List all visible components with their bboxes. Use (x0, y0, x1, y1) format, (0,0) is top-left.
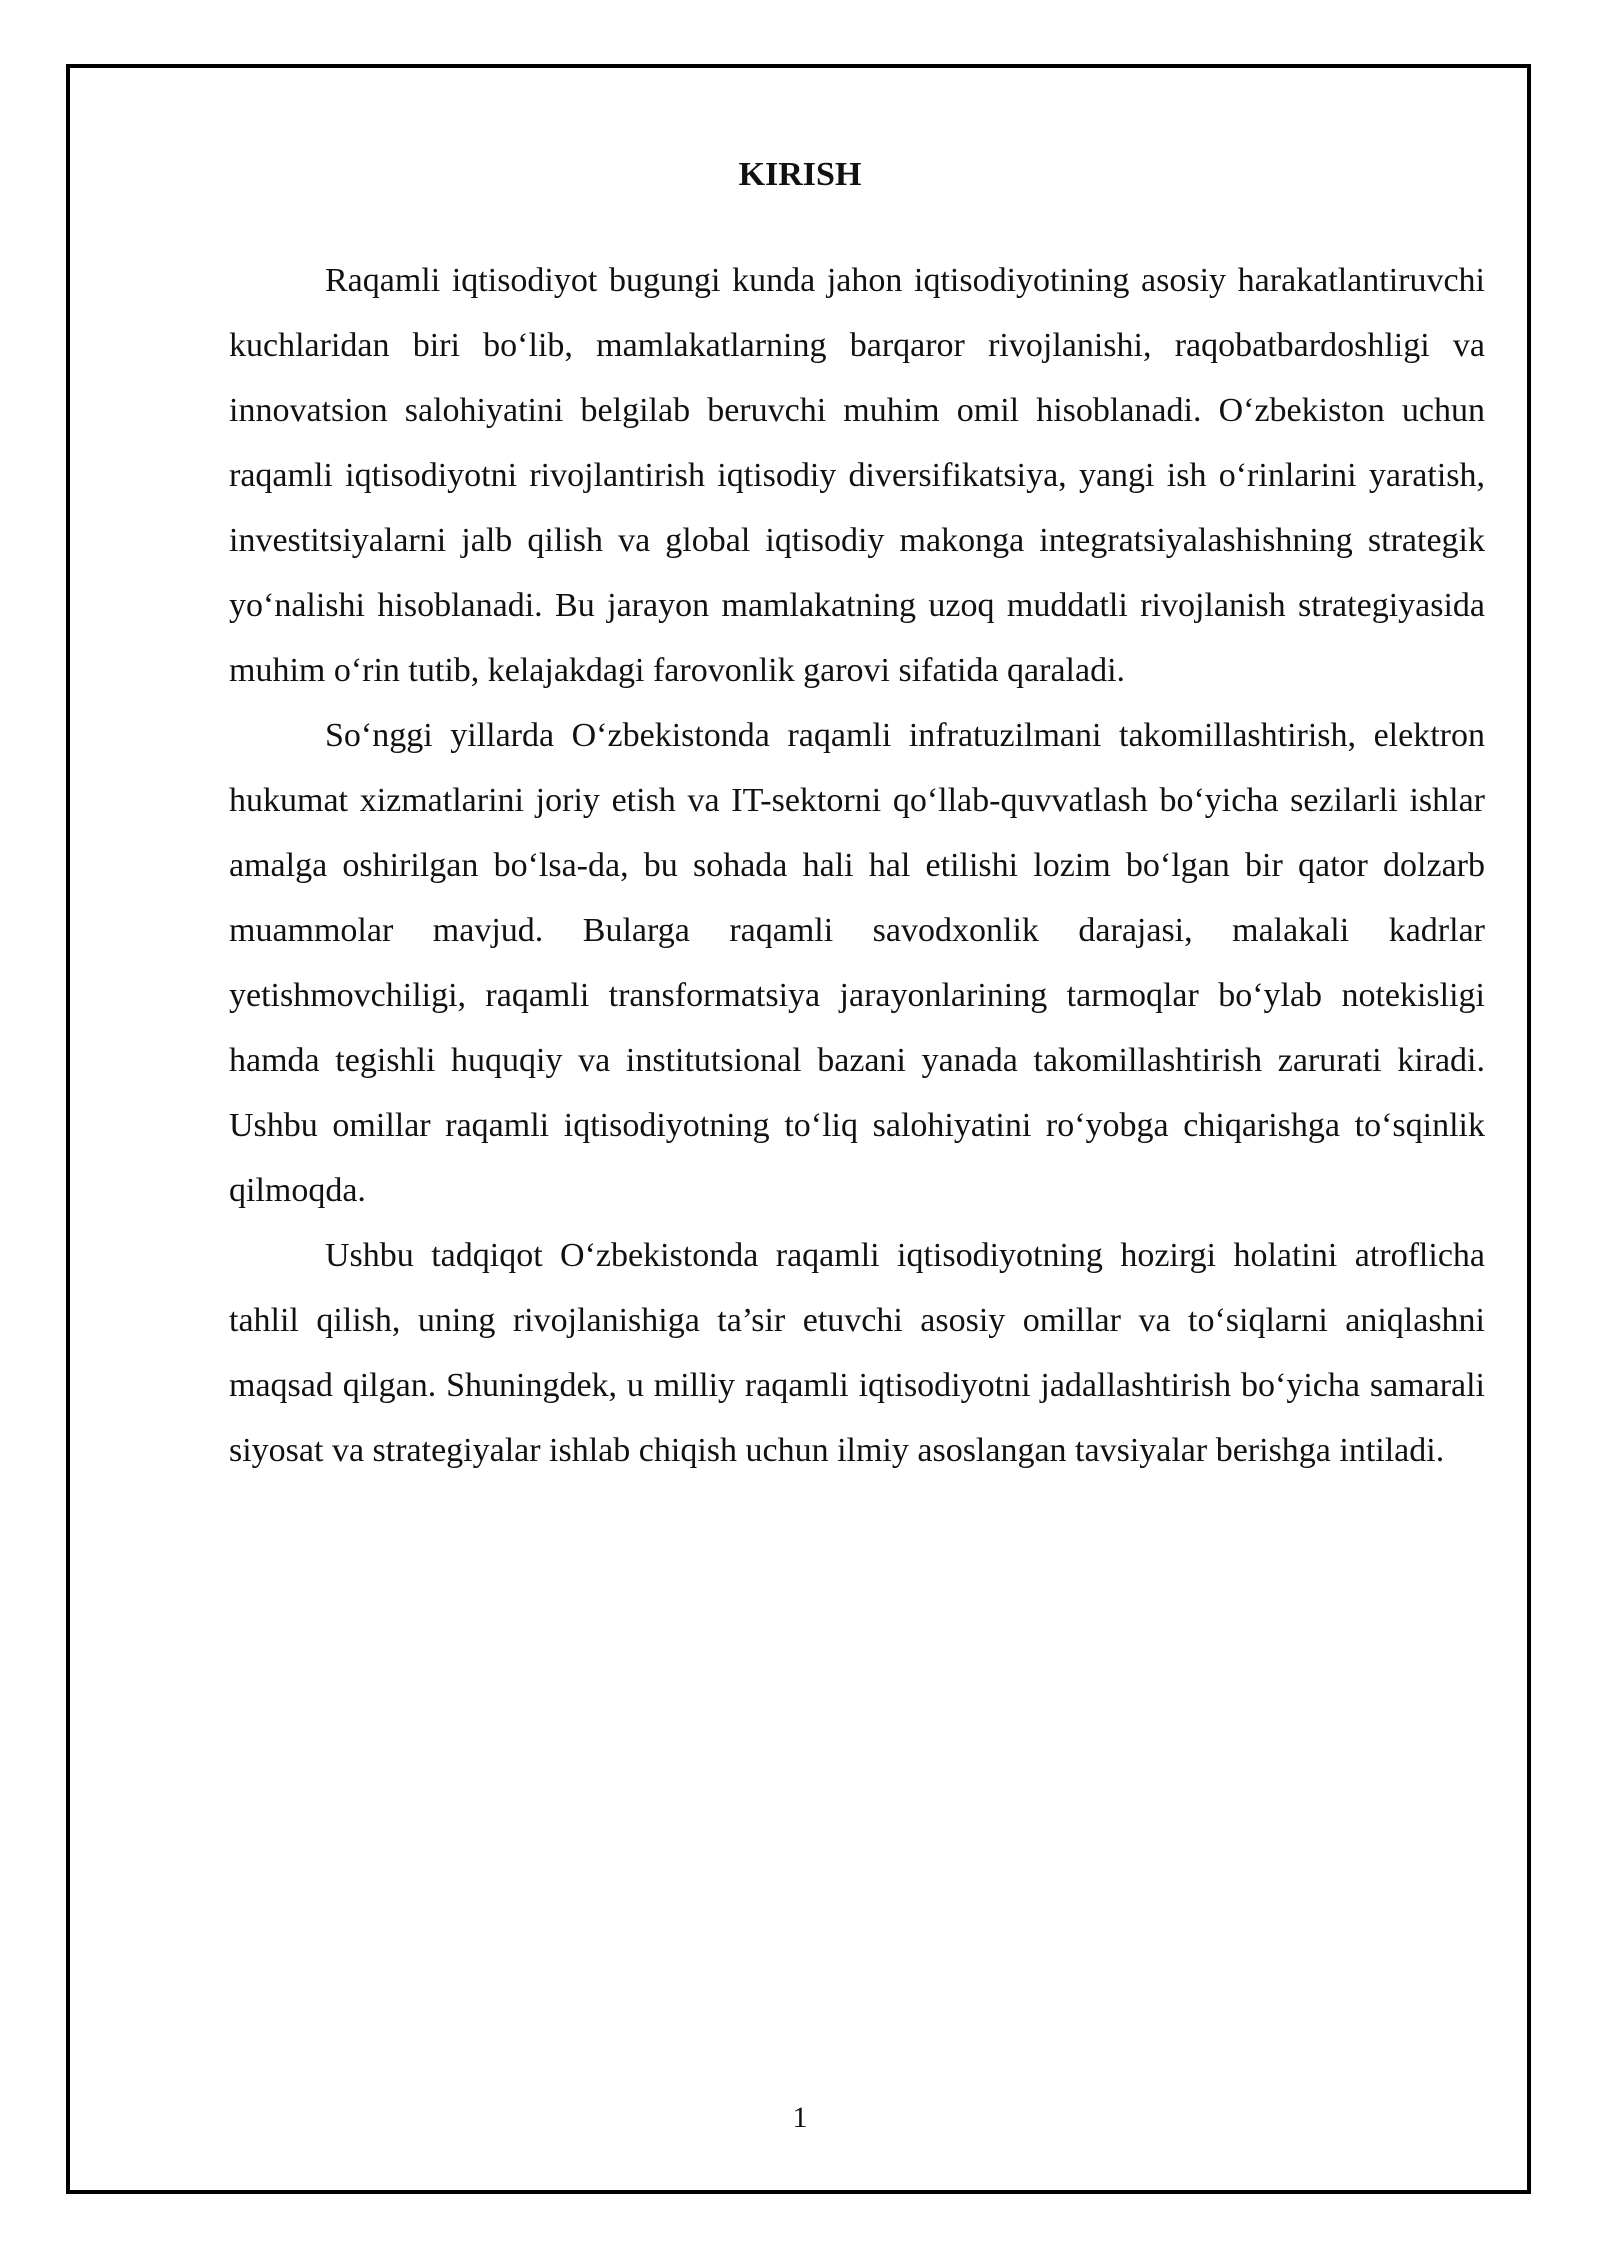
paragraph-1: Raqamli iqtisodiyot bugungi kunda jahon iqtisodiyotining asosiy harakatlantiruvchi kuchlaridan biri bo‘lib, mamlakatlarning barqaror rivojlanishi, raqobatbardoshligi va innovatsion salohiyatini belgilab beruvchi muhim omil hisoblanadi. O‘zbekiston uchun raqamli iqtisodiyotni rivojlantirish iqtisodiy diversifikatsiya, yangi ish o‘rinlarini yaratish, investitsiyalarni jalb qilish va global iqtisodiy makonga integratsiyalashishning strategik yo‘nalishi hisoblanadi. Bu jarayon mamlakatning uzoq muddatli rivojlanish strategiyasida muhim o‘rin tutib, kelajakdagi farovonlik garovi sifatida qaraladi. (229, 262, 1485, 689)
page-title: KIRISH (738, 156, 862, 193)
paragraph-3: Ushbu tadqiqot O‘zbekistonda raqamli iqtisodiyotning hozirgi holatini atroflicha tahlil qilish, uning rivojlanishiga ta’sir etuvchi asosiy omillar va to‘siqlarni aniqlashni maqsad qilgan. Shuningdek, u milliy raqamli iqtisodiyotni jadallashtirish bo‘yicha samarali siyosat va strategiyalar ishlab chiqish uchun ilmiy asoslangan tavsiyalar berishga intiladi. (229, 1237, 1485, 1469)
paragraph-2: So‘nggi yillarda O‘zbekistonda raqamli infratuzilmani takomillashtirish, elektron hukumat xizmatlarini joriy etish va IT-sektorni qo‘llab-quvvatlash bo‘yicha sezilarli ishlar amalga oshirilgan bo‘lsa-da, bu sohada hali hal etilishi lozim bo‘lgan bir qator dolzarb muammolar mavjud. Bularga raqamli savodxonlik darajasi, malakali kadrlar yetishmovchiligi, raqamli transformatsiya jarayonlarining tarmoqlar bo‘ylab notekisligi hamda tegishli huquqiy va institutsional bazani yanada takomillashtirish zarurati kiradi. Ushbu omillar raqamli iqtisodiyotning to‘liq salohiyatini ro‘yobga chiqarishga to‘sqinlik qilmoqda. (229, 717, 1485, 1209)
document-body (229, 248, 1485, 1483)
page-number: 1 (792, 2101, 808, 2134)
